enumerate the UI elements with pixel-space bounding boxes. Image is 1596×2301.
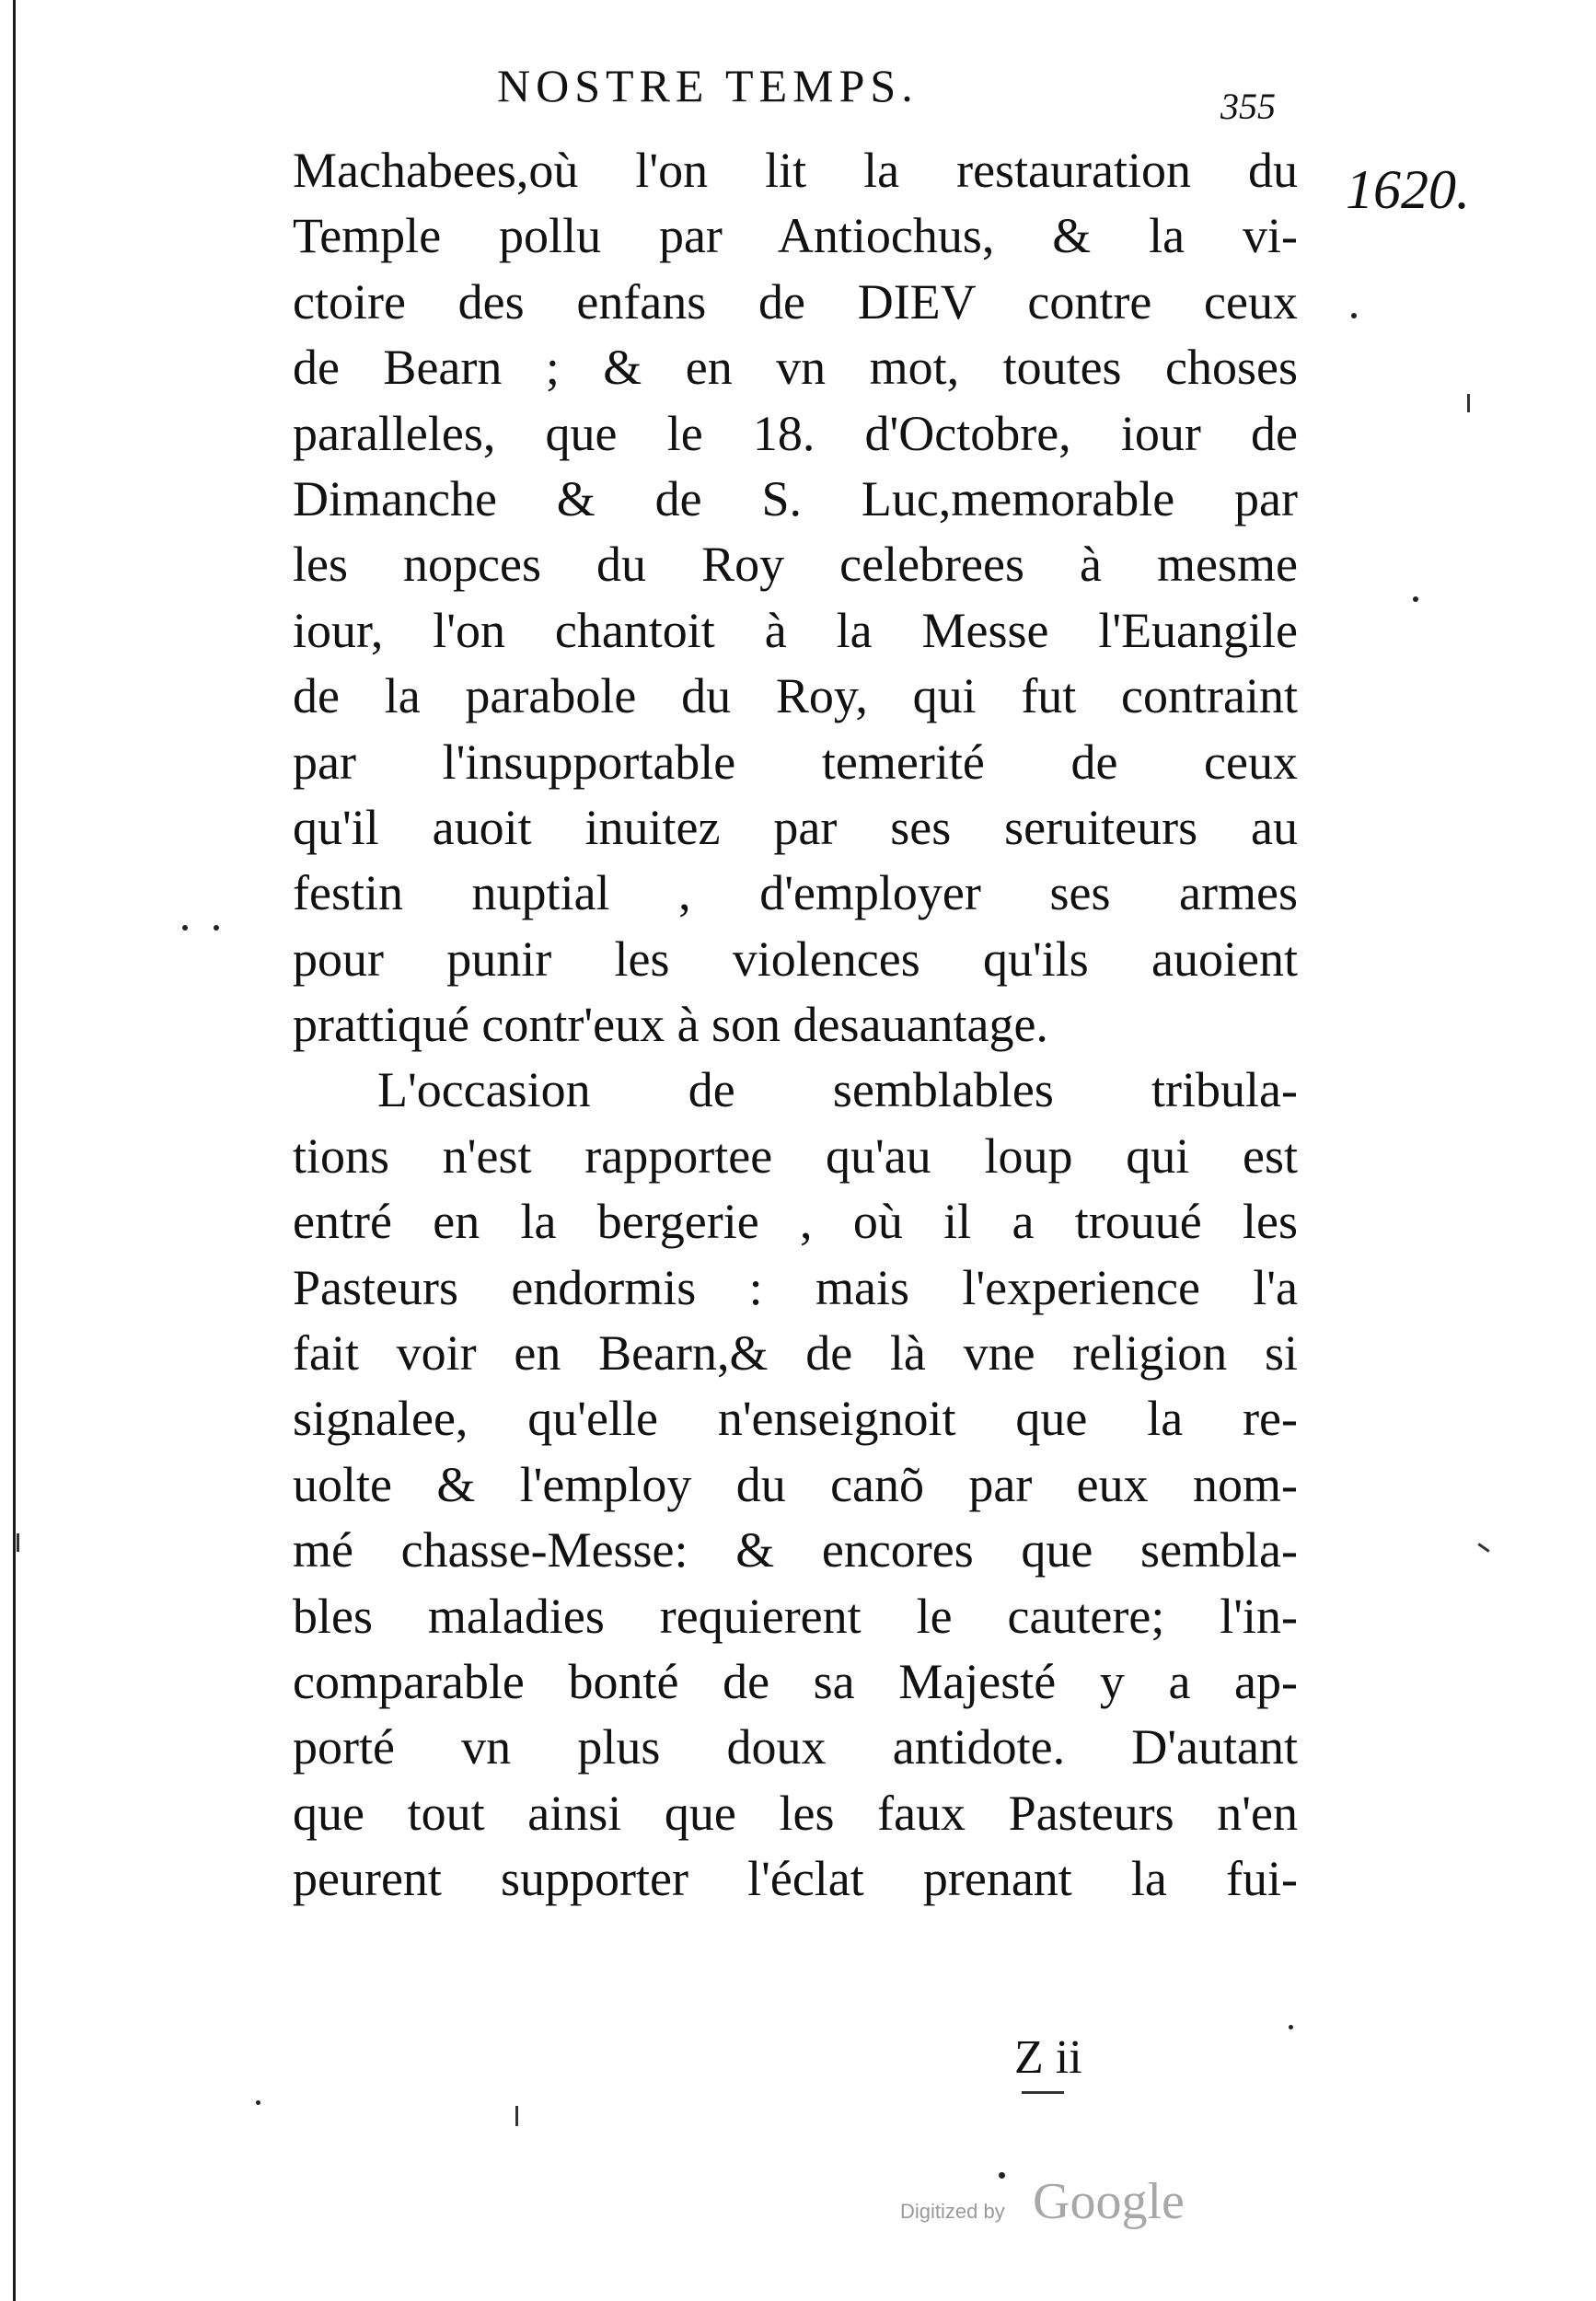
text-line: bles maladies requierent le cautere; l'in- [293,1588,1298,1644]
scan-speck [1413,596,1418,602]
scan-mark [1467,394,1470,412]
text-line: festin nuptial , d'employer ses armes [293,865,1298,921]
scan-speck [1351,313,1357,318]
scan-speck [1289,2025,1293,2029]
scan-speck [999,2172,1005,2179]
signature-mark: Z ii [1014,2031,1082,2084]
text-line: pour punir les violences qu'ils auoient [293,931,1298,987]
scan-mark [17,1533,19,1552]
text-line: ctoire des enfans de DIEV contre ceux [293,273,1298,330]
digitized-by-label: Digitized by [900,2200,1005,2223]
scan-speck [256,2100,260,2105]
text-line: Dimanche & de S. Luc,memorable par [293,470,1298,526]
paragraph-start-line: L'occasion de semblables tribula- [377,1062,1298,1118]
scan-mark [1477,1543,1489,1552]
scan-speck [182,925,188,931]
text-line: tions n'est rapportee qu'au loup qui est [293,1127,1298,1184]
scan-speck [214,925,219,931]
text-line: porté vn plus doux antidote. D'autant [293,1719,1298,1775]
text-line: par l'insupportable temerité de ceux [293,734,1298,790]
page-number: 355 [1220,86,1276,127]
text-line: Temple pollu par Antiochus, & la vi- [293,208,1298,264]
text-line: Machabees,où l'on lit la restauration du [293,143,1298,198]
body-text [293,138,1298,1913]
paragraph-end-line: prattiqué contr'eux à son desauantage. [293,997,1048,1053]
text-line: entré en la bergerie , où il a trouué les [293,1194,1298,1250]
text-line: les nopces du Roy celebrees à mesme [293,537,1298,593]
marginal-year-note: 1620. [1346,159,1470,220]
page-gutter-edge [13,0,16,2301]
text-line: fait voir en Bearn,& de là vne religion si [293,1325,1298,1382]
text-line: mé chasse-Messe: & encores que sembla- [293,1522,1298,1578]
digitization-watermark [900,2062,1287,2230]
text-line: peurent supporter l'éclat prenant la fui- [293,1851,1298,1907]
scan-mark [1022,2091,1064,2094]
text-line: uolte & l'employ du canõ par eux nom- [293,1456,1298,1512]
google-logo: Google [1033,2173,1185,2230]
text-line: comparable bonté de sa Majesté y a ap- [293,1653,1298,1709]
scan-mark [515,2106,518,2126]
text-line: iour, l'on chantoit à la Messe l'Euangile [293,602,1298,658]
text-line: que tout ainsi que les faux Pasteurs n'en [293,1785,1298,1841]
text-line: Pasteurs endormis : mais l'experience l'a [293,1259,1298,1315]
text-line: paralleles, que le 18. d'Octobre, iour de [293,405,1298,461]
text-line: de la parabole du Roy, qui fut contraint [293,668,1298,724]
text-line: de Bearn ; & en vn mot, toutes choses [293,340,1298,396]
text-line: signalee, qu'elle n'enseignoit que la re- [293,1391,1298,1447]
running-head: NOSTRE TEMPS. [497,60,919,111]
text-line: qu'il auoit inuitez par ses seruiteurs au [293,799,1298,855]
